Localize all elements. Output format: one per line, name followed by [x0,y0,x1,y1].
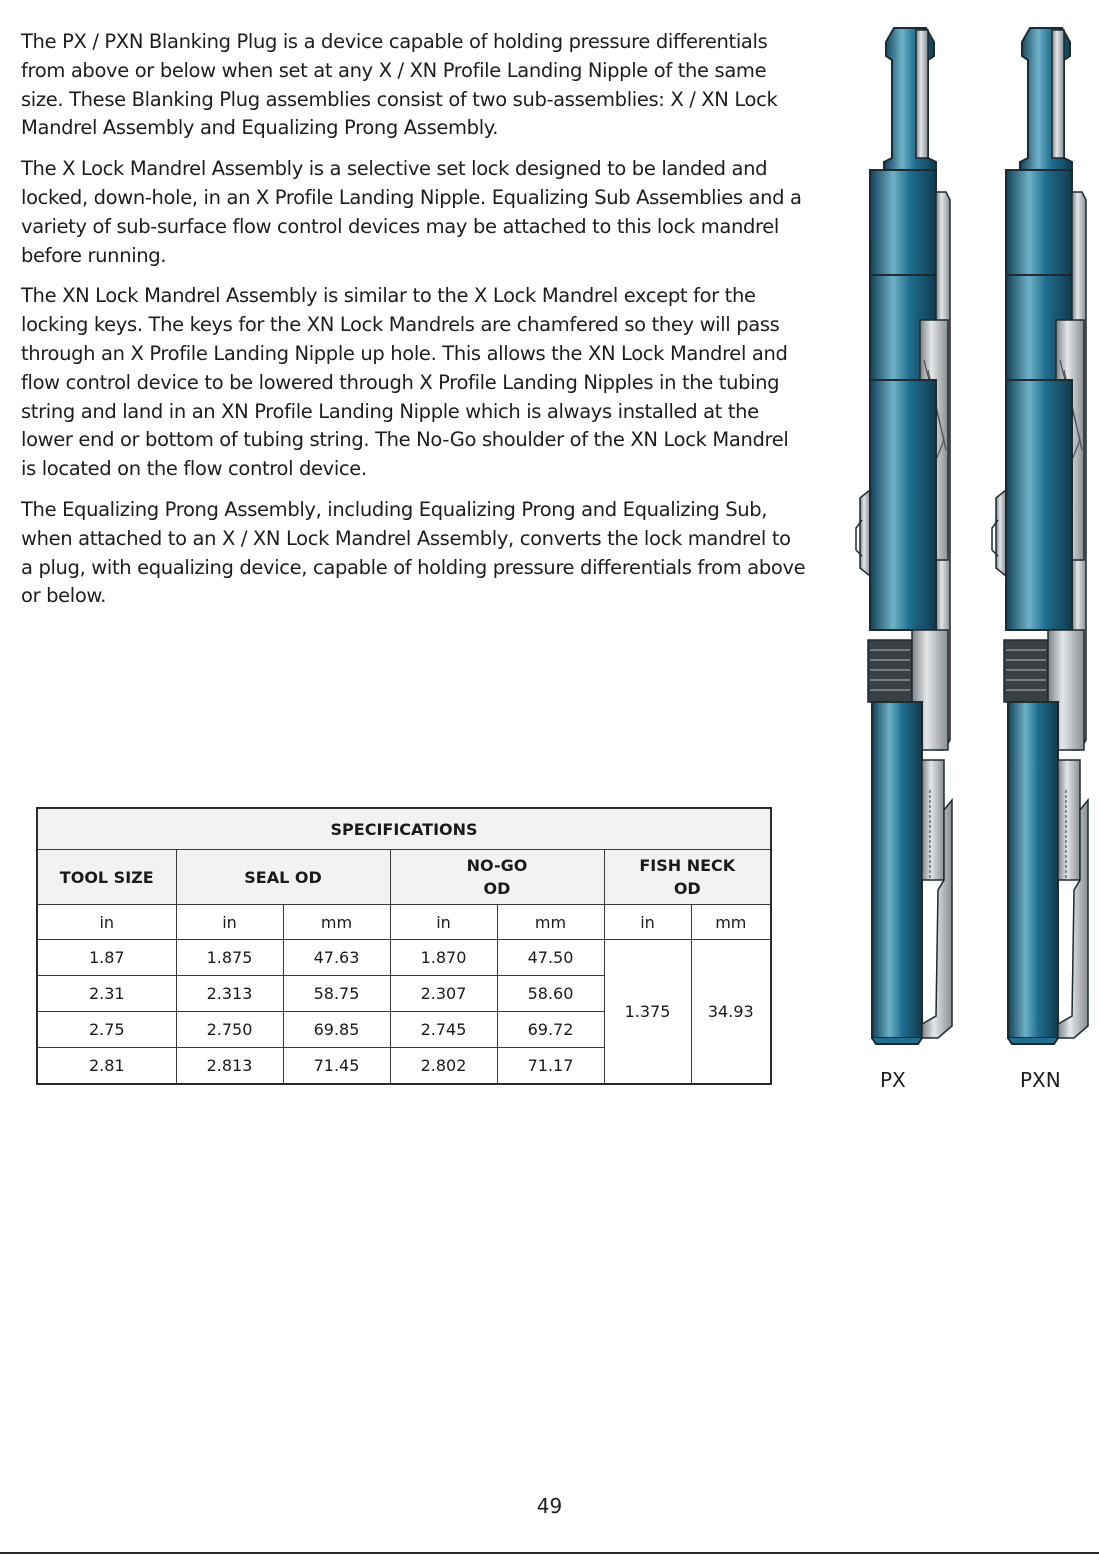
table-row [37,940,771,976]
cell-seal-od-in: 2.813 [176,1048,283,1085]
cell-tool-size: 2.75 [37,1012,176,1048]
unit-cell: mm [283,905,390,940]
cell-tool-size: 2.81 [37,1048,176,1085]
cell-fish-neck-mm: 34.93 [691,940,771,1085]
cell-seal-od-in: 1.875 [176,940,283,976]
header-no-go-od [390,850,604,905]
caption-px: PX [880,1068,906,1092]
caption-pxn: PXN [1020,1068,1061,1092]
blanking-plug-drawing [840,20,1099,1100]
cell-no-go-mm: 71.17 [497,1048,604,1085]
paragraph-intro: The PX / PXN Blanking Plug is a device capable of holding pressure differentials from above or below when set at any X / XN Profile Landing Nipple of the same size. These Blanking Plug assemblies consist of two sub-assemblies: X / XN Lock Mandrel Assembly and Equalizing Prong Assembly. [21,30,778,140]
cell-seal-od-in: 2.313 [176,976,283,1012]
header-fish-neck-od [604,850,771,905]
unit-cell: in [604,905,691,940]
body-text [21,28,807,623]
cell-seal-od-mm: 69.85 [283,1012,390,1048]
unit-cell: in [37,905,176,940]
specifications-title: SPECIFICATIONS [37,808,771,850]
cell-no-go-in: 2.745 [390,1012,497,1048]
footer-rule [0,1552,1099,1554]
unit-cell: in [390,905,497,940]
cell-seal-od-mm: 71.45 [283,1048,390,1085]
header-no-go-line2: OD [483,879,511,898]
cell-no-go-in: 2.802 [390,1048,497,1085]
cell-fish-neck-in: 1.375 [604,940,691,1085]
cell-tool-size: 1.87 [37,940,176,976]
unit-cell: mm [691,905,771,940]
cell-no-go-mm: 47.50 [497,940,604,976]
cell-no-go-mm: 69.72 [497,1012,604,1048]
cell-seal-od-in: 2.750 [176,1012,283,1048]
px-plug-illustration [856,28,952,1044]
pxn-plug-illustration [992,28,1088,1044]
unit-cell: in [176,905,283,940]
page-number: 49 [536,1494,563,1518]
cell-no-go-mm: 58.60 [497,976,604,1012]
paragraph-xn-lock: The XN Lock Mandrel Assembly is similar to the X Lock Mandrel except for the locking keys. The keys for the XN Lock Mandrels are chamfered so they will pass through an X Profile Landing Nipple up hole. This allows the XN Lock Mandrel and flow control device to be lowered through X Profile Landing Nipples in the tubing string and land in an XN Profile Landing Nipple which is always installed at the lower end or bottom of tubing string. The No-Go shoulder of the XN Lock Mandrel is located on the flow control device. [21,284,789,481]
cell-seal-od-mm: 58.75 [283,976,390,1012]
cell-no-go-in: 2.307 [390,976,497,1012]
specifications-table [36,807,772,1085]
header-tool-size: TOOL SIZE [37,850,176,905]
paragraph-equalizing-prong: The Equalizing Prong Assembly, including Equalizing Prong and Equalizing Sub, when attached to an X / XN Lock Mandrel Assembly, converts the lock mandrel to a plug, with equalizing device, capable of holding pressure differentials from above or below. [21,497,806,608]
unit-cell: mm [497,905,604,940]
header-no-go-line1: NO-GO [466,856,528,875]
cell-no-go-in: 1.870 [390,940,497,976]
paragraph-x-lock: The X Lock Mandrel Assembly is a selective set lock designed to be landed and locked, down-hole, in an X Profile Landing Nipple. Equalizing Sub Assemblies and a variety of sub-surface flow control devices may be attached to this lock mandrel before running. [21,157,802,267]
header-fish-neck-line2: OD [673,879,701,898]
cell-tool-size: 2.31 [37,976,176,1012]
header-seal-od: SEAL OD [176,850,390,905]
cell-seal-od-mm: 47.63 [283,940,390,976]
header-fish-neck-line1: FISH NECK [639,856,736,875]
